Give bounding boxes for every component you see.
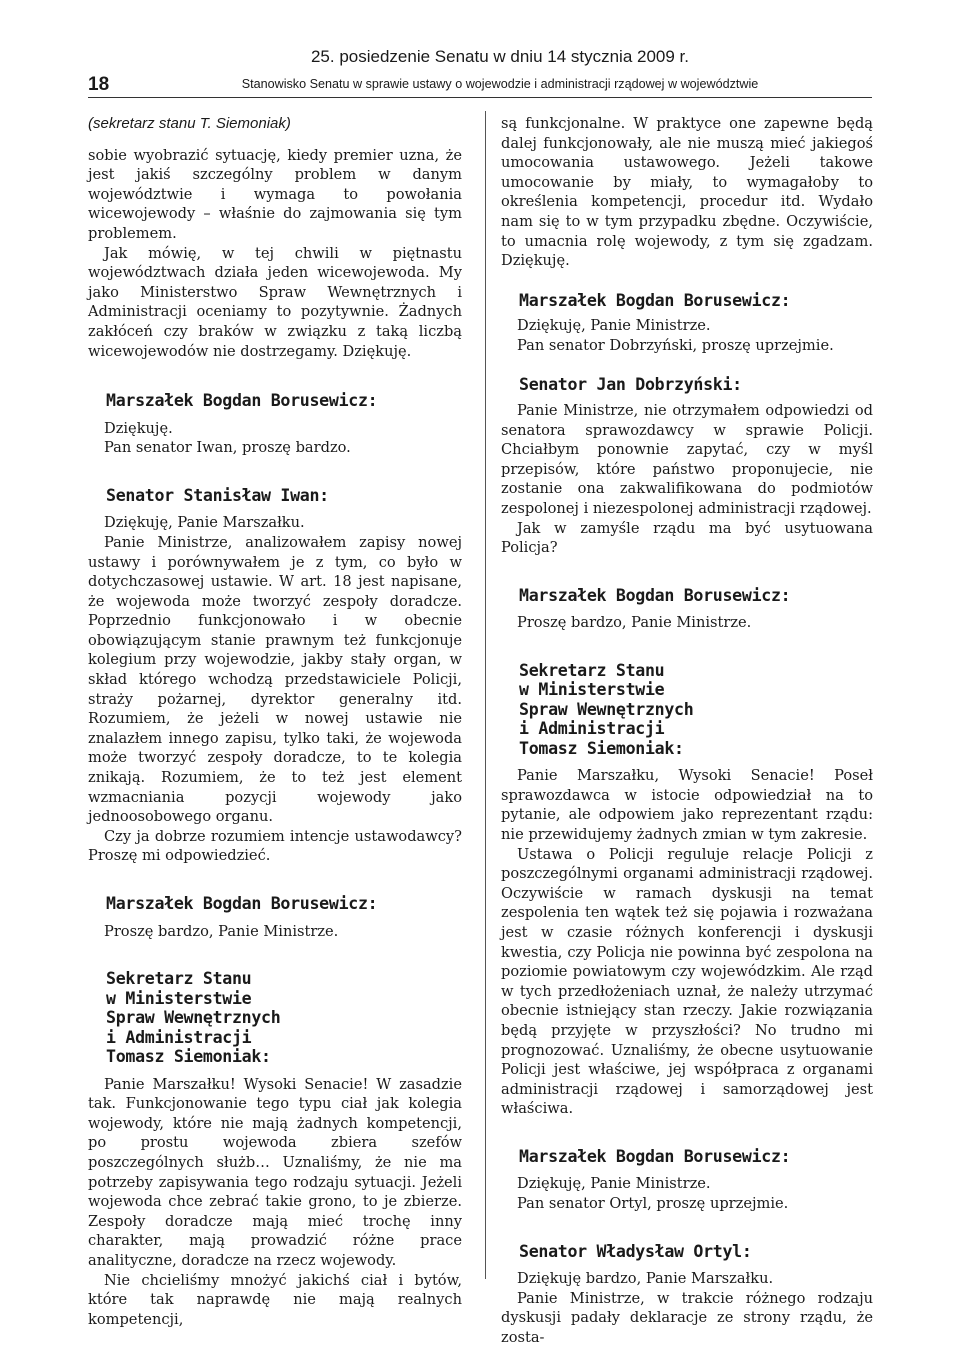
paragraph: Dziękuję, Panie Ministrze. — [517, 317, 711, 335]
speaker-continuation-note: (sekretarz stanu T. Siemoniak) — [88, 115, 291, 132]
speaker-heading-line: Spraw Wewnętrznych — [106, 1008, 281, 1028]
paragraph: Panie Marszałku! Wysoki Senacie! W zasadzie tak. Funkcjonowanie tego typu ciał jak kolegia wojewody, które nie mają żadnych kompetencji, po prostu wojewoda zbiera szefów poszczególnych służb… Uznaliśmy, że nie ma potrzeby zapisywania tego rodzaju sytuacji. Jeżeli wojewoda chce zebrać takie grono, to je zbierze. Zespoły doradcze mają mieć trochę inny charakter, mają prowadzić różne prace analityczne, doradcze na rzecz wojewody. — [88, 1075, 462, 1269]
paragraph: Panie Marszałku, Wysoki Senacie! Poseł sprawozdawca w istocie odpowiedział na to pytanie, ale odpowiem jako reprezentant rządu: nie przewidujemy żadnych zmian w tym zakresie. — [501, 767, 873, 844]
speaker-heading: Marszałek Bogdan Borusewicz: — [519, 1146, 791, 1166]
left-column — [88, 114, 462, 1329]
paragraph: Dziękuję bardzo, Panie Marszałku. — [517, 1270, 774, 1288]
speech-block — [501, 586, 873, 633]
speaker-heading: Marszałek Bogdan Borusewicz: — [106, 391, 378, 411]
speech-text — [88, 922, 462, 942]
speaker-heading-line: Tomasz Siemoniak: — [519, 738, 684, 758]
speech-block — [501, 291, 873, 356]
speech-block — [88, 894, 462, 941]
speaker-heading: Senator Władysław Ortyl: — [519, 1241, 752, 1261]
paragraph: Nie chcieliśmy mnożyć jakichś ciał i bytów, które tak naprawdę nie mają realnych kompetencji, — [88, 1271, 462, 1328]
speaker-heading: Marszałek Bogdan Borusewicz: — [519, 585, 791, 605]
speaker-heading: Marszałek Bogdan Borusewicz: — [519, 290, 791, 310]
paragraph: Panie Ministrze, nie otrzymałem odpowiedzi od senatora sprawozdawcy w sprawie Policji. Chciałbym ponownie zapytać, czy w myśl przepisów, które państwo proponujecie, nie zostanie ona zakwalifikowana do podmiotów zespolonej i niezespolonej administracji rządowej. — [501, 401, 873, 517]
speech-block — [501, 375, 873, 557]
paragraph: Proszę bardzo, Panie Ministrze. — [104, 922, 339, 940]
paragraph: Czy ja dobrze rozumiem intencje ustawodawcy? Proszę mi odpowiedzieć. — [88, 827, 462, 865]
speaker-heading-line: Tomasz Siemoniak: — [106, 1047, 271, 1067]
paragraph: Ustawa o Policji reguluje relacje Policji z poszczególnymi organami administracji rządowej. Oczywiście w ramach dyskusji na temat zespolenia ten wątek też się pojawia i rozważana jest w czasie różnych konferencji i dyskusji kwestia, czy Policja nie powinna być zespolona na poziomie powiatowym czy wojewódzkim. Ale rząd w tych przedłożeniach uznał, że należy utrzymać obecnie istniejący stan rzeczy. Jakie rozwiązania będą przyjęte w przyszłości? No trudno mi prognozować. Uznaliśmy, że obecne usytuowanie Policji jest właściwe, jej współpraca z organami administracji rządowej i samorządowej jest właściwa. — [501, 845, 873, 1118]
speech-text — [501, 401, 873, 558]
speaker-heading-line: Spraw Wewnętrznych — [519, 699, 694, 719]
column-divider — [485, 111, 486, 1279]
paragraph: Panie Ministrze, w trakcie różnego rodzaju dyskusji padały deklaracje ze strony rządu, że zosta- — [501, 1289, 873, 1346]
paragraph: Pan senator Dobrzyński, proszę uprzejmie. — [517, 336, 834, 354]
paragraph: Pan senator Ortyl, proszę uprzejmie. — [517, 1195, 789, 1213]
speaker-heading: Senator Stanisław Iwan: — [106, 485, 329, 505]
header-title: 25. posiedzenie Senatu w dniu 14 stycznia 2009 r. — [310, 47, 690, 66]
paragraph: Jak w zamyśle rządu ma być usytuowana Policja? — [501, 519, 873, 557]
speech-block — [88, 391, 462, 458]
speaker-heading: Senator Jan Dobrzyński: — [519, 375, 742, 395]
paragraph: Dziękuję, Panie Marszałku. — [104, 514, 305, 532]
paragraph: Dziękuję. — [104, 419, 173, 437]
speaker-heading-line: i Administracji — [519, 719, 665, 739]
speech-text — [501, 316, 873, 355]
speech-text — [88, 513, 462, 866]
paragraph: Proszę bardzo, Panie Ministrze. — [517, 614, 752, 632]
speech-text — [501, 766, 873, 1119]
paragraph: Dziękuję, Panie Ministrze. — [517, 1175, 711, 1193]
speech-block — [501, 661, 873, 1119]
speech-text — [501, 613, 873, 633]
paragraph: są funkcjonalne. W praktyce one zapewne będą dalej funkcjonowały, ale nie muszą mieć jakiegoś umocowania ustawowego. Jeżeli takowe umocowanie by miały, to wymagałoby to określenia kompetencji, procedur itd. Wydało nam się to w tym przypadku zbędne. Oczywiście, to umacnia rolę wojewody, z tym się zgadzam. Dziękuję. — [501, 115, 873, 270]
paragraph: Panie Ministrze, analizowałem zapisy nowej ustawy i porównywałem je z tym, co było w dotychczasowej ustawie. W art. 18 jest napisane, że wojewoda może tworzyć zespoły doradcze. Poprzednio funkcjonowało i w obecnie obowiązującym stanie prawnym też funkcjonuje kolegium przy wojewodzie, jakby stały organ, w skład którego wchodzą przedstawiciele Policji, straży pożarnej, dyrektor generalny itd. Rozumiem, że jeżeli w nowej ustawie nie znalazłem innego zapisu, tylko taki, że wojewoda może tworzyć zespoły doradcze, to te kolegia znikają. Rozumiem, że to też jest element wzmacniania pozycji wojewody jako jednoosobowego organu. — [88, 533, 462, 826]
speaker-heading-line: i Administracji — [106, 1027, 252, 1047]
speaker-heading-line: Sekretarz Stanu — [106, 969, 252, 989]
paragraph: sobie wyobrazić sytuację, kiedy premier uzna, że jest jakiś szczególny problem w danym województwie i wymaga to powołania wicewojewody – właśnie do zajmowania się tym problemem. — [88, 146, 462, 242]
paragraph: Jak mówię, w tej chwili w piętnastu województwach działa jeden wicewojewoda. My jako Ministerstwo Spraw Wewnętrznych i Administracji oceniamy to pozytywnie. Żadnych zakłóceń czy braków w związku z taką liczbą wicewojewodów nie dostrzegamy. Dziękuję. — [88, 244, 462, 360]
speech-text — [501, 1269, 873, 1347]
header-subtitle: Stanowisko Senatu w sprawie ustawy o wojewodzie i administracji rządowej w województwie — [241, 77, 759, 91]
speaker-heading-line: Sekretarz Stanu — [519, 660, 665, 680]
speech-block — [88, 486, 462, 866]
speech-block — [88, 969, 462, 1329]
header-divider — [88, 97, 872, 98]
speech-block — [501, 1147, 873, 1214]
speech-text — [501, 1174, 873, 1213]
speech-text — [88, 419, 462, 458]
speaker-heading-line: w Ministerstwie — [519, 680, 665, 700]
right-column — [501, 114, 873, 1348]
speech-text — [88, 1075, 462, 1330]
paragraph: Pan senator Iwan, proszę bardzo. — [104, 439, 351, 457]
page-number: 18 — [88, 74, 110, 95]
speech-block — [501, 1242, 873, 1348]
speaker-heading-line: w Ministerstwie — [106, 988, 252, 1008]
speaker-heading: Marszałek Bogdan Borusewicz: — [106, 894, 378, 913]
